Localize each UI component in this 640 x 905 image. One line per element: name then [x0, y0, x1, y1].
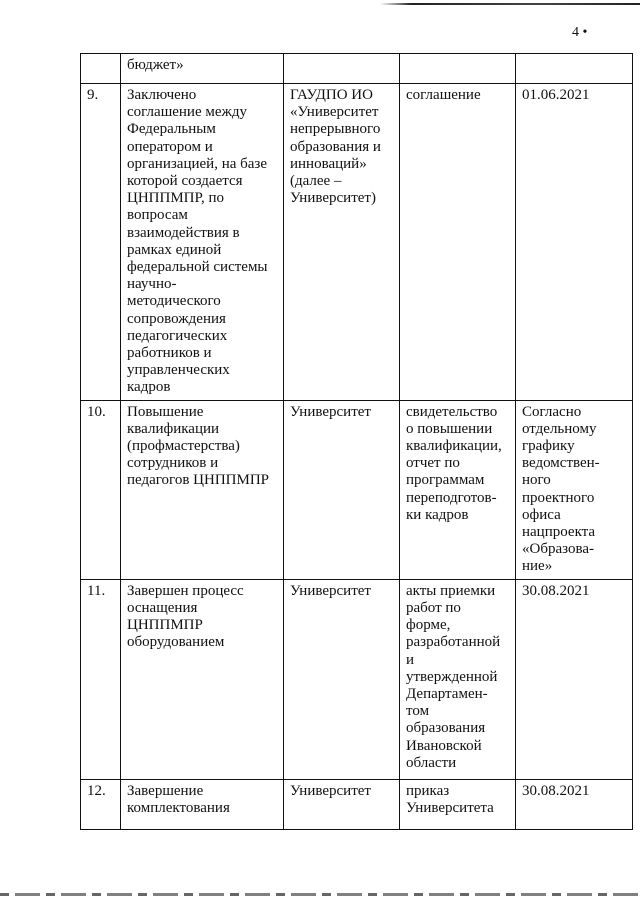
- document-cell: свидетельство о повышении квалификации, отчет по программам переподготов- ки кадров: [400, 400, 516, 579]
- row-number-cell: 12.: [81, 779, 121, 829]
- row-number-cell: [81, 54, 121, 84]
- date-cell: Согласно отдельному графику ведомствен- ного проектного офиса нацпроекта «Образова- ние»: [516, 400, 633, 579]
- row-number-cell: 10.: [81, 400, 121, 579]
- date-cell: [516, 54, 633, 84]
- responsible-cell: Университет: [284, 400, 400, 579]
- event-cell: Завершен процесс оснащения ЦНППМПР оборудованием: [121, 579, 284, 779]
- page-number: 4 •: [572, 25, 588, 40]
- scan-artifact-bottom-line: [0, 893, 640, 896]
- responsible-cell: Университет: [284, 579, 400, 779]
- date-cell: 01.06.2021: [516, 84, 633, 401]
- table-row: [81, 579, 633, 779]
- table-row: [81, 54, 633, 84]
- document-cell: приказ Университета: [400, 779, 516, 829]
- event-cell: Завершение комплектования: [121, 779, 284, 829]
- responsible-cell: [284, 54, 400, 84]
- event-cell: бюджет»: [121, 54, 284, 84]
- responsible-cell: ГАУДПО ИО «Университет непрерывного образования и инноваций» (далее – Университет): [284, 84, 400, 401]
- responsible-cell: Университет: [284, 779, 400, 829]
- event-cell: Заключено соглашение между Федеральным оператором и организацией, на базе которой создается ЦНППМПР, по вопросам взаимодействия в рамках единой федеральной системы научно- методического сопровождения педагогических работников и управленческих кадров: [121, 84, 284, 401]
- table-row: [81, 84, 633, 401]
- table-row: [81, 400, 633, 579]
- document-cell: [400, 54, 516, 84]
- event-cell: Повышение квалификации (профмастерства) сотрудников и педагогов ЦНППМПР: [121, 400, 284, 579]
- scan-artifact-top-line: [380, 3, 640, 5]
- row-number-cell: 11.: [81, 579, 121, 779]
- document-cell: акты приемки работ по форме, разработанной и утвержденной Департамен- том образования Ивановской области: [400, 579, 516, 779]
- date-cell: 30.08.2021: [516, 779, 633, 829]
- document-cell: соглашение: [400, 84, 516, 401]
- table-row: [81, 779, 633, 829]
- plan-table: [80, 53, 633, 830]
- date-cell: 30.08.2021: [516, 579, 633, 779]
- row-number-cell: 9.: [81, 84, 121, 401]
